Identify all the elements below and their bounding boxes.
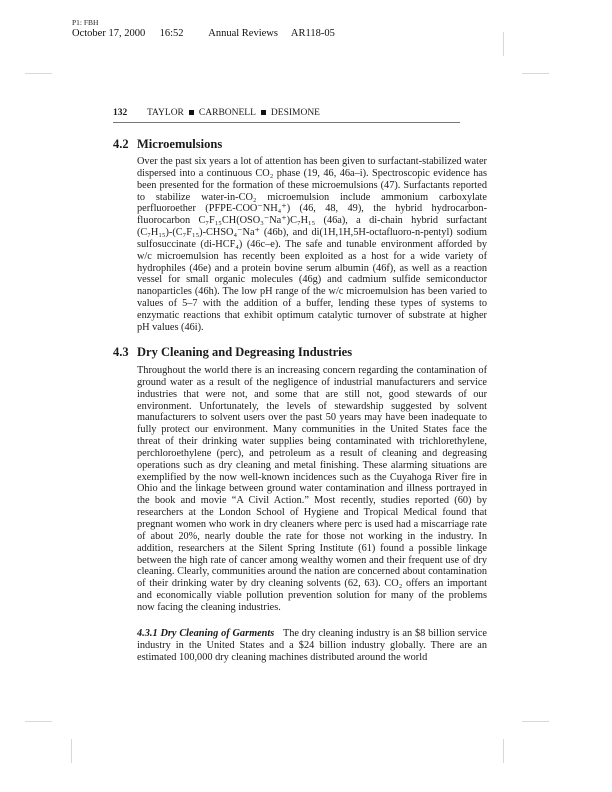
section-heading-4-3: [113, 345, 352, 360]
paragraph: Throughout the world there is an increasing concern regarding the contamination of ground water as a result of the negligence of industrial manufacturers and service industries that were not, and some that are still not, good stewards of our environment. Unfortunately, the levels of stewardship suggested by solvent manufacturers to solvent users over the past 50 years may have been inadequate to fully protect our environment. Many communities in the United States face the threat of their drinking water supplies being contaminated with trichlorethylene, perchloroethylene (perc), and petroleum as a result of cleaning and degreasing operations such as dry cleaning and metal finishing. These alarming situations are exemplified by the now well-known incidences such as the Cuyahoga River fire in Ohio and the linkage between ground water contamination and illness portrayed in the book and movie “A Civil Action.” Most recently, studies reported (60) by researchers at the London School of Hygiene and Tropical Medical found that pregnant women who work in dry cleaners where perc is used had a miscarriage rate of about 20%, nearly double the rate for those not working in the industry. In addition, researchers at the Silent Spring Institute (61) found a possible linkage between the high rate of cancer among wealthy women and their frequent use of dry cleaning. Clearly, communities around the nation are concerned about contamination of their drinking water by dry cleaning solvents (62, 63). CO₂ offers an important and economically viable pollution prevention solution for many of the problems now facing the cleaning industries.: [137, 365, 487, 613]
section-4-3-body: [137, 365, 487, 614]
section-number: 4.2: [113, 137, 129, 151]
subsection-heading: [137, 628, 274, 639]
author-1: TAYLOR: [147, 108, 184, 118]
proof-time: 16:52: [159, 28, 184, 39]
crop-mark-bottom-right-v: [503, 739, 504, 763]
section-number: 4.3: [113, 345, 129, 359]
running-head: [113, 108, 460, 123]
crop-mark-top-left-h: [25, 73, 52, 74]
subsection-number: 4.3.1: [137, 628, 158, 639]
page-number: 132: [113, 108, 128, 118]
proof-id: P1: FBH: [72, 18, 99, 27]
section-title: Dry Cleaning and Degreasing Industries: [137, 345, 353, 359]
section-4-2-body: [137, 156, 487, 334]
paragraph: [137, 628, 487, 664]
crop-mark-bottom-left-v: [71, 739, 72, 763]
paragraph: Over the past six years a lot of attention has been given to surfactant-stabilized water dispersed into a continuous CO₂ phase (19, 46, 46a–i). Spectroscopic evidence has been presented for the formation of these microemulsions (47). Surfactants reported to stabilize water-in-CO₂ microemulsion include ammonium carboxylate perfluoroether (PFPE-COO⁻NH₄⁺) (46, 48, 49), the hybrid hydrocarbon-fluorocarbon C₇F₁₅CH(OSO₃⁻Na⁺)C₇H₁₅ (46a), a di-chain hybrid surfactant (C₇H₁₅)-(C₇F₁₅)-CHSO₄⁻Na⁺ (46b), and di(1H,1H,5H-octafluoro-n-pentyl) sodium sulfosuccinate (di-HCF₄) (46c–e). The safe and tunable environment afforded by w/c microemulsion has recently been exploited as a host for a wide variety of hydrophiles (46e) and a protein bovine serum albumin (46f), as well as a reaction vessel for small organic molecules (46g) and cadmium sulfide semiconductor nanoparticles (46h). The low pH range of the w/c microemulsion has been varied to values of 5–7 with the addition of a buffer, lending these types of systems to enzymatic reactions that exhibit optimum catalytic turnover of substrate at higher pH values (46i).: [137, 156, 487, 333]
subsection-title: Dry Cleaning of Garments: [160, 628, 275, 639]
separator-square-icon: [189, 110, 194, 115]
proof-publisher: Annual Reviews: [208, 28, 278, 39]
crop-mark-bottom-right-h: [522, 721, 549, 722]
subsection-text: The dry cleaning industry is an $8 billion service industry in the United States and a $24 billion industry globally. There are an estimated 100,000 dry cleaning machines distributed around the world: [137, 628, 488, 663]
proof-date: October 17, 2000: [72, 28, 146, 39]
proof-info-line: [72, 28, 335, 39]
author-3: DESIMONE: [270, 108, 320, 118]
crop-mark-top-right-v: [503, 32, 504, 56]
proof-code: AR118-05: [290, 28, 335, 39]
author-2: CARBONELL: [198, 108, 256, 118]
section-4-3-1-body: [137, 628, 487, 664]
section-title: Microemulsions: [137, 137, 223, 151]
crop-mark-bottom-left-h: [25, 721, 52, 722]
crop-mark-top-right-h: [522, 73, 549, 74]
section-heading-4-2: [113, 137, 222, 152]
separator-square-icon: [261, 110, 266, 115]
